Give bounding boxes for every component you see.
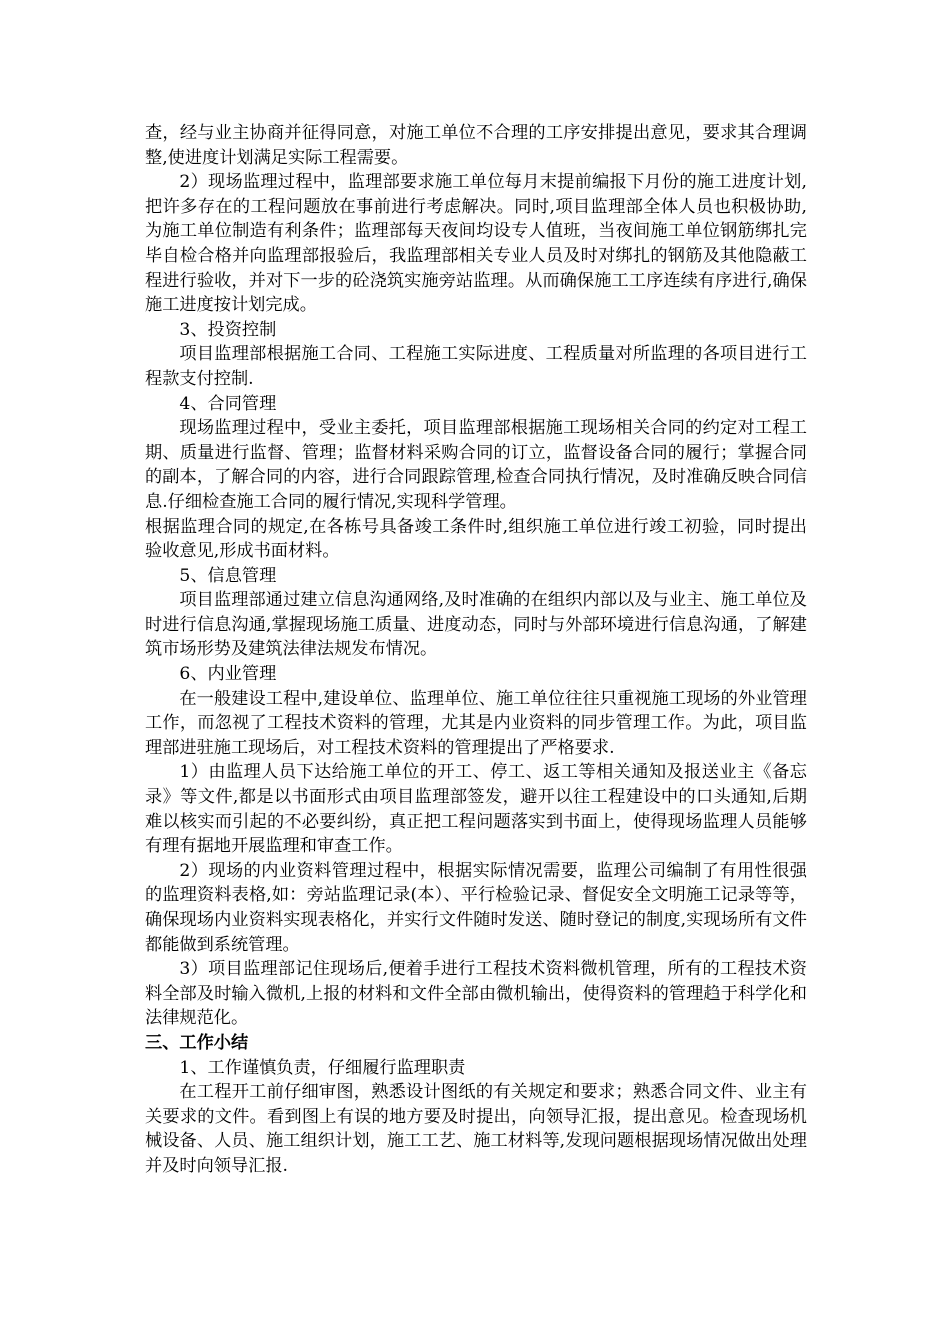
section-title-investment-control: 3、投资控制 (179, 319, 277, 340)
paragraph-written-notices: 1）由监理人员下达给施工单位的开工、停工、返工等相关通知及报送业主《备忘录》等文件,都是以书面形式由项目监理部签发，避开以往工程建设中的口头通知,后期难以核实而引起的不必要纠纷，真正把工程问题落实到书面上，使得现场监理人员能够有理有据地开展监理和审查工作。 (145, 762, 807, 857)
paragraph-investment-control: 项目监理部根据施工合同、工程施工实际进度、工程质量对所监理的各项目进行工程款支付控制. (145, 344, 807, 389)
section-title-information-management: 5、信息管理 (179, 565, 277, 586)
paragraph-contract-management: 现场监理过程中，受业主委托，项目监理部根据施工现场相关合同的约定对工程工期、质量进行监督、管理；监督材料采购合同的订立，监督设备合同的履行；掌握合同的副本，了解合同的内容，进行合同跟踪管理,检查合同执行情况，及时准确反映合同信息.仔细检查施工合同的履行情况,实现科学管理。 (145, 418, 807, 512)
paragraph-monthly-plan: 2）现场监理过程中，监理部要求施工单位每月末提前编报下月份的施工进度计划,把许多存在的工程问题放在事前进行考虑解决。同时,项目监理部全体人员也积极协助,为施工单位制造有利条件；监理部每天夜间均设专人值班，当夜间施工单位钢筋绑扎完毕自检合格并向监理部报验后，我监理部相关专业人员及时对绑扎的钢筋及其他隐蔽工程进行验收，并对下一步的砼浇筑实施旁站监理。从而确保施工工序连续有序进行,确保施工进度按计划完成。 (145, 172, 807, 316)
paragraph-completion-inspection: 根据监理合同的规定,在各栋号具备竣工条件时,组织施工单位进行竣工初验，同时提出验收意见,形成书面材料。 (145, 516, 807, 562)
subsection-title-diligent-work: 1、工作谨慎负责，仔细履行监理职责 (179, 1057, 466, 1078)
paragraph-internal-management: 在一般建设工程中,建设单位、监理单位、施工单位往往只重视施工现场的外业管理工作，而忽视了工程技术资料的管理，尤其是内业资料的同步管理工作。为此，项目监理部进驻施工现场后，对工程技术资料的管理提出了严格要求. (145, 688, 807, 758)
section-title-contract-management: 4、合同管理 (179, 393, 277, 414)
section-title-internal-management: 6、内业管理 (179, 664, 277, 685)
paragraph-computer-management: 3）项目监理部记住现场后,便着手进行工程技术资料微机管理，所有的工程技术资料全部及时输入微机,上报的材料和文件全部由微机输出，使得资料的管理趋于科学化和法律规范化。 (145, 959, 807, 1029)
document-body (145, 121, 807, 1179)
paragraph-drawing-review: 在工程开工前仔细审图，熟悉设计图纸的有关规定和要求；熟悉合同文件、业主有关要求的文件。看到图上有误的地方要及时提出，向领导汇报，提出意见。检查现场机械设备、人员、施工组织计划，施工工艺、施工材料等,发现问题根据现场情况做出处理并及时向领导汇报. (145, 1082, 807, 1176)
paragraph-record-forms: 2）现场的内业资料管理过程中，根据实际情况需要，监理公司编制了有用性很强的监理资料表格,如：旁站监理记录(本）、平行检验记录、督促安全文明施工记录等等，确保现场内业资料实现表格化，并实行文件随时发送、随时登记的制度,实现场所有文件都能做到系统管理。 (145, 860, 807, 955)
section-heading-work-summary: 三、工作小结 (145, 1032, 249, 1053)
paragraph-information-management: 项目监理部通过建立信息沟通网络,及时准确的在组织内部以及与业主、施工单位及时进行信息沟通,掌握现场施工质量、进度动态，同时与外部环境进行信息沟通，了解建筑市场形势及建筑法律法规发布情况。 (145, 590, 807, 660)
paragraph-schedule-adjustment: 查，经与业主协商并征得同意，对施工单位不合理的工序安排提出意见，要求其合理调整,使进度计划满足实际工程需要。 (145, 123, 807, 168)
